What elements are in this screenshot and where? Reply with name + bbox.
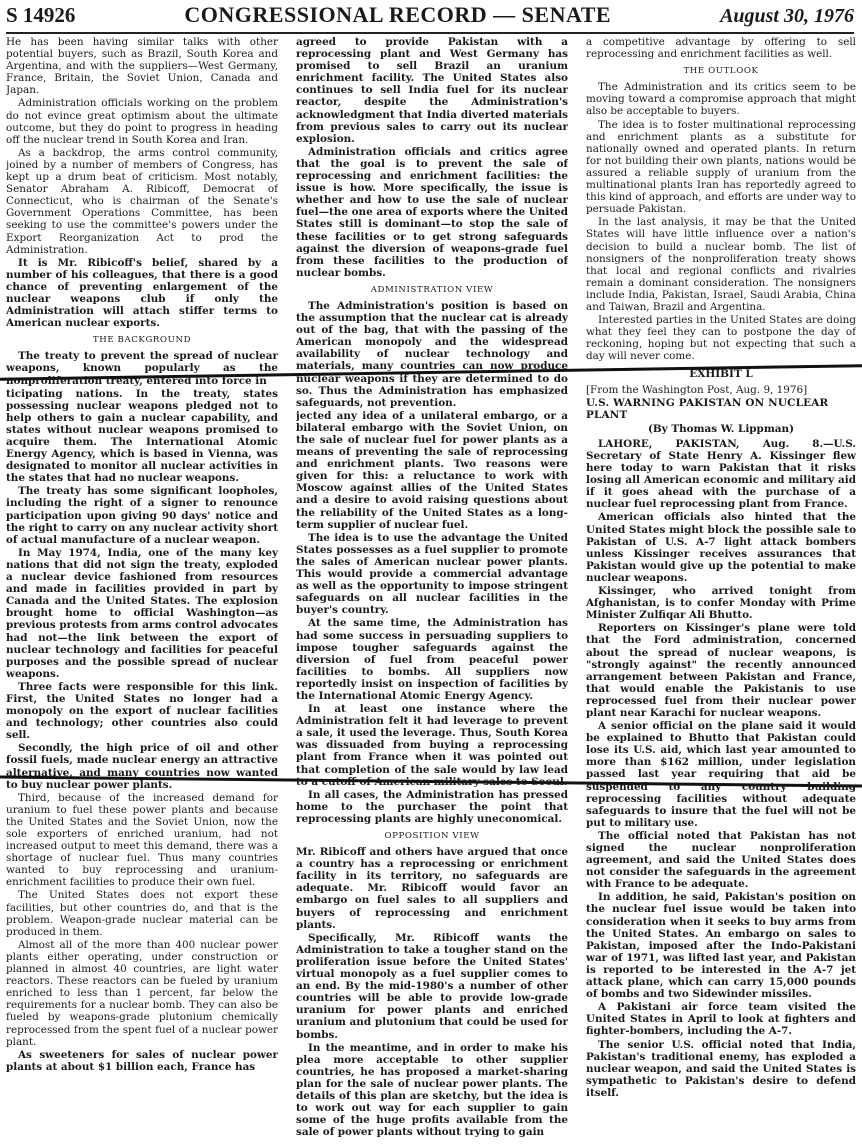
paragraph: In all cases, the Administration has pressed home to the purchaser the point that reprocessing plants are highly uneconomical. (296, 788, 568, 825)
article-headline: U.S. WARNING PAKISTAN ON NUCLEAR PLANT (586, 396, 829, 421)
page-header (6, 2, 854, 34)
paragraph: Administration officials and critics agree that the goal is to prevent the sale of reprocessing and enrichment facilities: the issue is how. More specifically, the issue is whether and how to use the sale of nuclear fuel—the one area of exports where the United States still is dominant—to stop the sale of these facilities or to get strong safeguards against the diversion of weapons-grade fuel from these facilities to the production of nuclear bombs. (296, 145, 568, 279)
paragraph: In addition, he said, Pakistan's position on the nuclear fuel issue would be taken into consideration when it seeks to buy arms from the United States. An embargo on sales to Pakistan, imposed after the Indo-Pakistani war of 1971, was lifted last year, and Pakistan is reported to be interested in the A-7 jet attack plane, which can carry 15,000 pounds of bombs and two Sidewinder missiles. (586, 891, 856, 1001)
paragraph: Specifically, Mr. Ribicoff wants the Administration to take a tougher stand on the proliferation issue before the United States' virtual monopoly as a fuel supplier comes to an end. By the mid-1980's a number of other countries will be able to provide low-grade uranium for power plants and enriched uranium and plutonium that could be used for bombs. (296, 931, 568, 1041)
paragraph: American officials also hinted that the United States might block the possible sale to Pakistan of U.S. A-7 light attack bombers unless Kissinger receives assurances that Pakistan would give up the potential to make nuclear weapons. (586, 511, 856, 584)
publication-title: CONGRESSIONAL RECORD — SENATE (184, 2, 612, 27)
paragraph: Almost all of the more than 400 nuclear power plants either operating, under construction or planned in almost 40 countries, are light water reactors. These reactors can be fueled by uranium enriched to less than 1 percent, far below the requirements for a nuclear bomb. They can also be fueled by weapons-grade plutonium chemically reprocessed from the spent fuel of a nuclear power plant. (6, 938, 278, 1048)
paragraph: The Administration and its critics seem to be moving toward a compromise approach that might also be acceptable to buyers. (586, 81, 856, 118)
paragraph: As a backdrop, the arms control community, joined by a number of members of Congress, has kept up a drum beat of criticism. Most notably, Senator Abraham A. Ribicoff, Democrat of Connecticut, who is chairman of the Senate's Government Operations Committee, has been seeking to use the committee's powers under the Export Reorganization Act to prod the Administration. (6, 146, 278, 256)
paragraph: The idea is to foster multinational reprocessing and enrichment plants as a substitute for nationally owned and operated plants. In return for not building their own plants, nations would be assured a reliable supply of uranium from the multinational plants Iran has reportedly agreed to this kind of approach, and efforts are under way to persuade Pakistan. (586, 118, 856, 216)
paragraph: a competitive advantage by offering to sell reprocessing and enrichment facilities as well. (586, 36, 856, 61)
article-source: [From the Washington Post, Aug. 9, 1976] (586, 383, 808, 396)
paragraph: It is Mr. Ribicoff's belief, shared by a number of his colleagues, that there is a good chance of preventing enlargement of the nuclear weapons club if only the Administration will attach stiffer terms to American nuclear exports. (6, 256, 278, 330)
paragraph: LAHORE, PAKISTAN, Aug. 8.—U.S. Secretary of State Henry A. Kissinger flew here today to warn Pakistan that it risks losing all American economic and military aid if it goes ahead with the purchase of a nuclear fuel reprocessing plant from France. (586, 437, 856, 511)
paragraph: agreed to provide Pakistan with a reprocessing plant and West Germany has promised to sell Brazil an uranium enrichment facility. The United States also continues to sell India fuel for its nuclear reactor, despite the Administration's acknowledgment that India diverted materials from previous sales to carry out its nuclear explosion. (296, 36, 568, 145)
paragraph: Reporters on Kissinger's plane were told that the Ford administration, concerned about the spread of nuclear weapons, is "strongly against" the recently announced arrangement between Pakistan and France, that would enable the Pakistanis to use reprocessed fuel from their nuclear power plant near Karachi for nuclear weapons. (586, 622, 856, 719)
exhibit-label: EXHIBIT L (689, 368, 753, 381)
paragraph: The treaty to prevent the spread of nuclear weapons, known popularly as the nonproliferation treaty, entered into force in (6, 350, 278, 387)
column-left (6, 36, 278, 1144)
section-heading: THE BACKGROUND (92, 335, 192, 346)
column-right (586, 36, 856, 1144)
paragraph: jected any idea of a unilateral embargo, or a bilateral embargo with the Soviet Union, on the sale of nuclear fuel for power plants as a means of preventing the sale of reprocessing and enrichment plants. Two reasons were given for this: a reluctance to work with Moscow against allies of the United States and a desire to avoid raising questions about the reliability of the United States as a long-term supplier of nuclear fuel. (296, 409, 568, 531)
paragraph: He has been having similar talks with other potential buyers, such as Brazil, South Korea and Argentina, and with the suppliers—West Germany, France, Britain, the Soviet Union, Canada and Japan. (6, 36, 278, 97)
paragraph: Three facts were responsible for this link. First, the United States no longer had a monopoly on the export of nuclear facilities and technology; other countries also could sell. (6, 680, 278, 742)
paragraph: The senior U.S. official noted that India, Pakistan's traditional enemy, has exploded a nuclear weapon, and said the United States is sympathetic to Pakistan's desire to defend itself. (586, 1038, 856, 1099)
paragraph: In the meantime, and in order to make his plea more acceptable to other supplier countries, he has proposed a market-sharing plan for the sale of nuclear power plants. The details of this plan are sketchy, but the idea is to work out way for each supplier to gain some of the huge profits available from the sale of power plants without trying to gain (296, 1041, 568, 1139)
page-number: S 14926 (6, 3, 76, 27)
paragraph: The treaty has some significant loopholes, including the right of a signer to renounce participation upon giving 90 days' notice and the right to carry on any nuclear activity short of actual manufacture of a nuclear weapon. (6, 485, 278, 546)
section-heading: ADMINISTRATION VIEW (370, 284, 494, 295)
paragraph: At the same time, the Administration has had some success in persuading suppliers to impose tougher safeguards against the diversion of fuel from peaceful power facilities to bombs. All suppliers now reportedly insist on inspection of facilities by the International Atomic Energy Agency. (296, 617, 568, 702)
paragraph: The idea is to use the advantage the United States possesses as a fuel supplier to promote the sales of American nuclear power plants. This would provide a commercial advantage as well as the opportunity to impose stringent safeguards on all nuclear facilities in the buyer's country. (296, 531, 568, 617)
paragraph: Kissinger, who arrived tonight from Afghanistan, is to confer Monday with Prime Minister Zulfiqar Ali Bhutto. (586, 585, 856, 622)
paragraph: ticipating nations. In the treaty, states possessing nuclear weapons pledged not to help others to gain a nuclear capability, and states without nuclear weapons promised to acquire them. The International Atomic Energy Agency, which is based in Vienna, was designated to monitor all nuclear activities in the states that had no nuclear weapons. (6, 387, 278, 485)
paragraph: The Administration's position is based on the assumption that the nuclear cat is already out of the bag, that with the passing of the American monopoly and the widespread availability of nuclear technology and materials, many countries can now produce nuclear weapons if they are determined to do so. Thus the Administration has emphasized safeguards, not prevention. (296, 299, 568, 409)
paragraph: In at least one instance where the Administration felt it had leverage to prevent a sale, it used the leverage. Thus, South Korea was dissuaded from buying a reprocessing plant from France when it was pointed out that completion of the sale would by law lead to a cutoff of American military sales to Seoul. (296, 703, 568, 788)
paragraph: In the last analysis, it may be that the United States will have little influence over a nation's decision to build a nuclear bomb. The list of nonsigners of the nonproliferation treaty shows that local and regional conflicts and rivalries remain a dominant consideration. The nonsigners include India, Pakistan, Israel, Saudi Arabia, China and Taiwan, Brazil and Argentina. (586, 216, 856, 313)
paragraph: The official noted that Pakistan has not signed the nuclear nonproliferation agreement, and said the United States does not consider the safeguards in the agreement with France to be adequate. (586, 829, 856, 891)
paragraph: In May 1974, India, one of the many key nations that did not sign the treaty, exploded a nuclear device fashioned from resources and made in facilities provided in part by Canada and the United States. The explosion brought home to official Washington—as previous protests from arms control advocates had not—the link between the export of nuclear technology and facilities for peaceful purposes and the possible spread of nuclear weapons. (6, 546, 278, 680)
paragraph: The United States does not export these facilities, but other countries do, and that is the problem. Weapon-grade nuclear material can be produced in them. (6, 889, 278, 938)
paragraph: Interested parties in the United States are doing what they feel they can to postpone the day of reckoning, hoping but not expecting that such a day will never come. (586, 314, 856, 363)
section-heading: OPPOSITION VIEW (384, 831, 480, 841)
paragraph: Administration officials working on the problem do not evince great optimism about the ultimate outcome, but they do point to progress in heading off the nuclear trend in South Korea and Iran. (6, 97, 278, 146)
paragraph: As sweeteners for sales of nuclear power plants at about $1 billion each, France has (6, 1048, 278, 1073)
column-middle (296, 36, 568, 1144)
paragraph: Mr. Ribicoff and others have argued that once a country has a reprocessing or enrichment facility in its territory, no safeguards are adequate. Mr. Ribicoff would favor an embargo on fuel sales to all suppliers and buyers of reprocessing and enrichment plants. (296, 846, 568, 931)
paragraph: A senior official on the plane said it would be explained to Bhutto that Pakistan could lose its U.S. aid, which last year amounted to more than $162 million, under legislation passed last year requiring that aid be suspended to any country building reprocessing facilities without adequate safeguards to insure that the fuel will not be put to military use. (586, 720, 856, 829)
article-byline: (By Thomas W. Lippman) (647, 422, 795, 435)
paragraph: Secondly, the high price of oil and other fossil fuels, made nuclear energy an attractive alternative, and many countries now wanted to buy nuclear power plants. (6, 742, 278, 791)
paragraph: Third, because of the increased demand for uranium to fuel these power plants and because the United States and the Soviet Union, now the sole exporters of enriched uranium, had not increased output to meet this demand, there was a shortage of nuclear fuel. Thus many countries wanted to buy reprocessing and uranium-enrichment facilities to produce their own fuel. (6, 791, 278, 889)
section-heading: THE OUTLOOK (683, 66, 759, 77)
publication-date: August 30, 1976 (720, 5, 854, 27)
paragraph: A Pakistani air force team visited the United States in April to look at fighters and fighter-bombers, including the A-7. (586, 1001, 856, 1038)
